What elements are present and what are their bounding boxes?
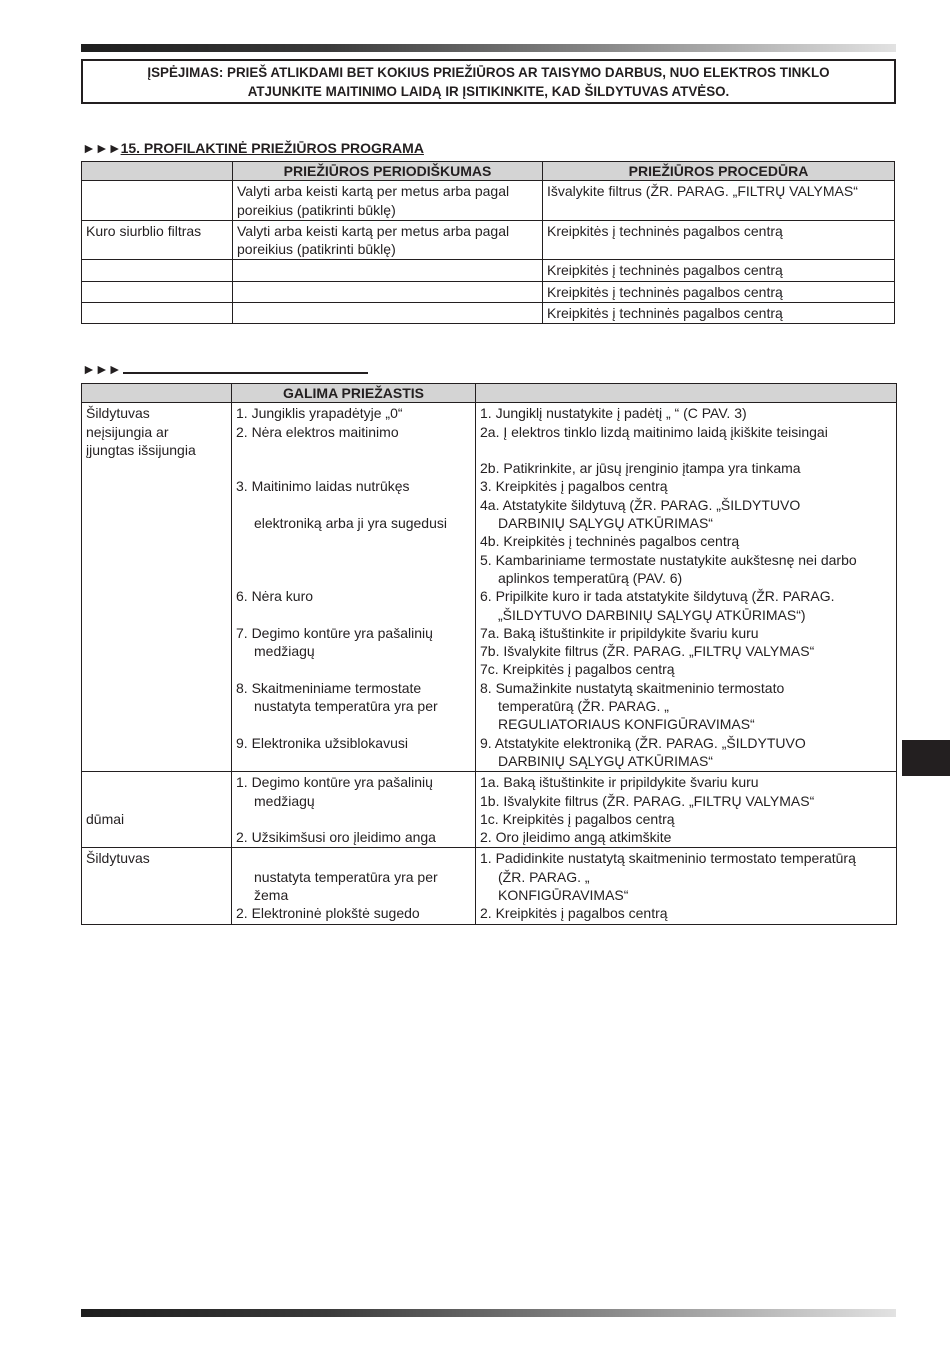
maintenance-row [82, 281, 895, 302]
maintenance-procedure-line: Kreipkitės į techninės pagalbos centrą [547, 262, 783, 279]
problem-cell-line [86, 459, 227, 477]
problem-cell-line: įjungtas išsijungia [86, 441, 196, 458]
problem-cell-line [86, 606, 227, 624]
cause-cell-line: medžiagų [254, 643, 315, 660]
action-cell [476, 848, 897, 924]
warning-line-2: ATJUNKITE MAITINIMO LAIDĄ IR ĮSITIKINKITE, KAD ŠILDYTUVAS ATVĖSO. [247, 83, 730, 99]
maintenance-period [233, 281, 543, 302]
problem-cell [82, 772, 232, 848]
maintenance-item [82, 260, 233, 281]
cause-cell-line [236, 532, 471, 550]
cause-cell-line: 2. Nėra elektros maitinimo [236, 423, 399, 440]
cause-cell-line [236, 810, 471, 828]
problem-cell-line [86, 551, 227, 569]
header-item [82, 162, 233, 181]
bottom-rule [81, 1309, 896, 1317]
maintenance-row [82, 181, 895, 221]
header-action [476, 384, 897, 403]
action-cell-line: 4a. Atstatykite šildytuvą (ŽR. PARAG. „ŠILDYTUVO [480, 496, 801, 513]
action-cell-line: DARBINIŲ SĄLYGŲ ATKŪRIMAS“ [498, 752, 713, 769]
action-cell-line: KONFIGŪRAVIMAS“ [498, 887, 629, 904]
cause-cell-line: 9. Elektronika užsiblokavusi [236, 734, 408, 751]
problem-cell-line: Šildytuvas [86, 850, 150, 867]
action-cell-line: 8. Sumažinkite nustatytą skaitmeninio termostato [480, 679, 785, 696]
problem-cell-line [86, 642, 227, 660]
problem-cell-line [86, 679, 227, 697]
cause-cell-line: elektroniką arba ji yra sugedusi [254, 515, 447, 532]
side-tab-marker [902, 740, 950, 776]
maintenance-procedure [543, 181, 895, 221]
action-cell-line: 7b. Išvalykite filtrus (ŽR. PARAG. „FILTRŲ VALYMAS“ [480, 643, 815, 660]
cause-cell-line: 1. Jungiklis yrapadėtyje „0“ [236, 405, 403, 422]
maintenance-period-line: Valyti arba keisti kartą per metus arba pagal [237, 222, 510, 239]
action-cell-line: 6. Pripilkite kuro ir tada atstatykite šildytuvą (ŽR. PARAG. [480, 588, 835, 605]
troubleshooting-table [81, 383, 897, 925]
problem-cell-line [86, 660, 227, 678]
cause-cell-line [236, 441, 471, 459]
cause-cell-line [236, 551, 471, 569]
action-cell-line: „ŠILDYTUVO DARBINIŲ SĄLYGŲ ATKŪRIMAS“) [498, 606, 806, 623]
maintenance-period-line: poreikius (patikrinti būklę) [237, 241, 396, 258]
problem-cell-line [86, 886, 227, 904]
action-cell-line: 3. Kreipkitės į pagalbos centrą [480, 478, 668, 495]
action-cell-line: 7a. Baką ištuštinkite ir pripildykite švariu kuru [480, 624, 759, 641]
troubleshooting-row [82, 772, 897, 848]
maintenance-period-line [237, 261, 538, 279]
cause-cell-line: 2. Elektroninė plokštė sugedo [236, 905, 420, 922]
problem-cell-line [86, 773, 227, 791]
action-cell-line: 1c. Kreipkitės į pagalbos centrą [480, 810, 675, 827]
action-cell-line [480, 441, 892, 459]
cause-cell-line [236, 569, 471, 587]
warning-line-1: ĮSPĖJIMAS: PRIEŠ ATLIKDAMI BET KOKIUS PRIEŽIŪROS AR TAISYMO DARBUS, NUO ELEKTROS TINKLO [147, 64, 830, 80]
problem-cell-line [86, 715, 227, 733]
arrow-icons: ►►► [82, 140, 121, 156]
problem-cell-line [86, 868, 227, 886]
maintenance-item [82, 181, 233, 221]
troubleshooting-row [82, 848, 897, 924]
problem-cell-line: Šildytuvas [86, 405, 150, 422]
problem-cell-line [86, 496, 227, 514]
action-cell-line: 1a. Baką ištuštinkite ir pripildykite švariu kuru [480, 774, 759, 791]
problem-cell-line [86, 477, 227, 495]
problem-cell-line: neįsijungia ar [86, 423, 169, 440]
cause-cell-line: medžiagų [254, 792, 315, 809]
cause-cell-line: 3. Maitinimo laidas nutrūkęs [236, 478, 410, 495]
cause-cell-line: nustatyta temperatūra yra per [254, 698, 438, 715]
problem-cell-line: dūmai [86, 810, 125, 827]
action-cell-line: temperatūrą (ŽR. PARAG. „ [498, 698, 669, 715]
arrow-icons: ►►► [82, 361, 121, 377]
maintenance-procedure [543, 260, 895, 281]
cause-cell [232, 772, 476, 848]
maintenance-item: Kuro siurblio filtras [82, 220, 233, 260]
header-procedure: PRIEŽIŪROS PROCEDŪRA [543, 162, 895, 181]
cause-cell [232, 848, 476, 924]
problem-cell-line [86, 734, 227, 752]
troubleshooting-section-title [82, 360, 368, 377]
cause-cell-line: nustatyta temperatūra yra per [254, 868, 438, 885]
maintenance-item [82, 303, 233, 324]
action-cell-line: 5. Kambariniame termostate nustatykite aukštesnę nei darbo [480, 551, 857, 568]
maintenance-period [233, 260, 543, 281]
maintenance-item [82, 281, 233, 302]
maintenance-period-line [237, 304, 538, 322]
cause-cell-line: žema [254, 887, 289, 904]
action-cell-line: REGULIATORIAUS KONFIGŪRAVIMAS“ [498, 716, 755, 733]
troubleshooting-table-header [82, 384, 897, 403]
maintenance-procedure [543, 303, 895, 324]
cause-cell-line [236, 849, 471, 867]
action-cell-line: 9. Atstatykite elektroniką (ŽR. PARAG. „ŠILDYTUVO [480, 734, 806, 751]
problem-cell-line [86, 587, 227, 605]
maintenance-procedure [543, 281, 895, 302]
problem-cell [82, 403, 232, 772]
cause-cell-line [236, 459, 471, 477]
action-cell-line: 2b. Patikrinkite, ar jūsų įrenginio įtampa yra tinkama [480, 460, 801, 477]
problem-cell-line [86, 828, 227, 846]
action-cell-line: 7c. Kreipkitės į pagalbos centrą [480, 661, 675, 678]
cause-cell-line: 8. Skaitmeniniame termostate [236, 679, 422, 696]
maintenance-row [82, 303, 895, 324]
cause-cell-line: 7. Degimo kontūre yra pašalinių [236, 624, 433, 641]
problem-cell-line [86, 752, 227, 770]
cause-cell [232, 403, 476, 772]
top-rule [81, 44, 896, 52]
header-period: PRIEŽIŪROS PERIODIŠKUMAS [233, 162, 543, 181]
action-cell-line: (ŽR. PARAG. „ [498, 868, 590, 885]
action-cell-line: 4b. Kreipkitės į techninės pagalbos centrą [480, 533, 740, 550]
maintenance-procedure-line: Kreipkitės į techninės pagalbos centrą [547, 222, 783, 239]
maintenance-period [233, 181, 543, 221]
cause-cell-line [236, 752, 471, 770]
problem-cell-line [86, 697, 227, 715]
cause-cell-line [236, 715, 471, 733]
maintenance-procedure [543, 220, 895, 260]
problem-cell-line [86, 904, 227, 922]
maintenance-procedure-line: Kreipkitės į techninės pagalbos centrą [547, 305, 783, 322]
maintenance-table [81, 161, 895, 324]
maintenance-procedure-line: Išvalykite filtrus (ŽR. PARAG. „FILTRŲ VALYMAS“ [547, 183, 858, 200]
action-cell-line: 2a. Į elektros tinklo lizdą maitinimo laidą įkiškite teisingai [480, 423, 828, 440]
action-cell-line: 2. Kreipkitės į pagalbos centrą [480, 905, 668, 922]
action-cell-line: aplinkos temperatūrą (PAV. 6) [498, 569, 683, 586]
action-cell-line: 2. Oro įleidimo angą atkimškite [480, 829, 672, 846]
maintenance-table-header [82, 162, 895, 181]
cause-cell-line [236, 660, 471, 678]
maintenance-period [233, 303, 543, 324]
header-problem [82, 384, 232, 403]
problem-cell-line [86, 624, 227, 642]
maintenance-period-line: poreikius (patikrinti būklę) [237, 201, 396, 218]
action-cell-line: 1. Jungiklį nustatykite į padėtį „ “ (C PAV. 3) [480, 405, 747, 422]
action-cell-line: 1b. Išvalykite filtrus (ŽR. PARAG. „FILTRŲ VALYMAS“ [480, 792, 815, 809]
cause-cell-line: 1. Degimo kontūre yra pašalinių [236, 774, 433, 791]
problem-cell-line [86, 792, 227, 810]
maintenance-period-line: Valyti arba keisti kartą per metus arba pagal [237, 183, 510, 200]
problem-cell-line [86, 532, 227, 550]
cause-cell-line: 2. Užsikimšusi oro įleidimo anga [236, 829, 436, 846]
problem-cell [82, 848, 232, 924]
troubleshooting-row [82, 403, 897, 772]
maintenance-period [233, 220, 543, 260]
action-cell-line: 1. Padidinkite nustatytą skaitmeninio termostato temperatūrą [480, 850, 856, 867]
title-blank-line [123, 360, 368, 374]
maintenance-procedure-line: Kreipkitės į techninės pagalbos centrą [547, 283, 783, 300]
maintenance-title-text: 15. PROFILAKTINĖ PRIEŽIŪROS PROGRAMA [120, 140, 424, 156]
action-cell-line: DARBINIŲ SĄLYGŲ ATKŪRIMAS“ [498, 515, 713, 532]
problem-cell-line [86, 569, 227, 587]
action-cell [476, 772, 897, 848]
maintenance-row [82, 260, 895, 281]
maintenance-period-line [237, 283, 538, 301]
header-cause: GALIMA PRIEŽASTIS [232, 384, 476, 403]
maintenance-section-title [82, 140, 424, 156]
action-cell [476, 403, 897, 772]
cause-cell-line: 6. Nėra kuro [236, 588, 314, 605]
maintenance-row [82, 220, 895, 260]
cause-cell-line [236, 606, 471, 624]
cause-cell-line [236, 496, 471, 514]
warning-box [81, 59, 896, 104]
problem-cell-line [86, 514, 227, 532]
